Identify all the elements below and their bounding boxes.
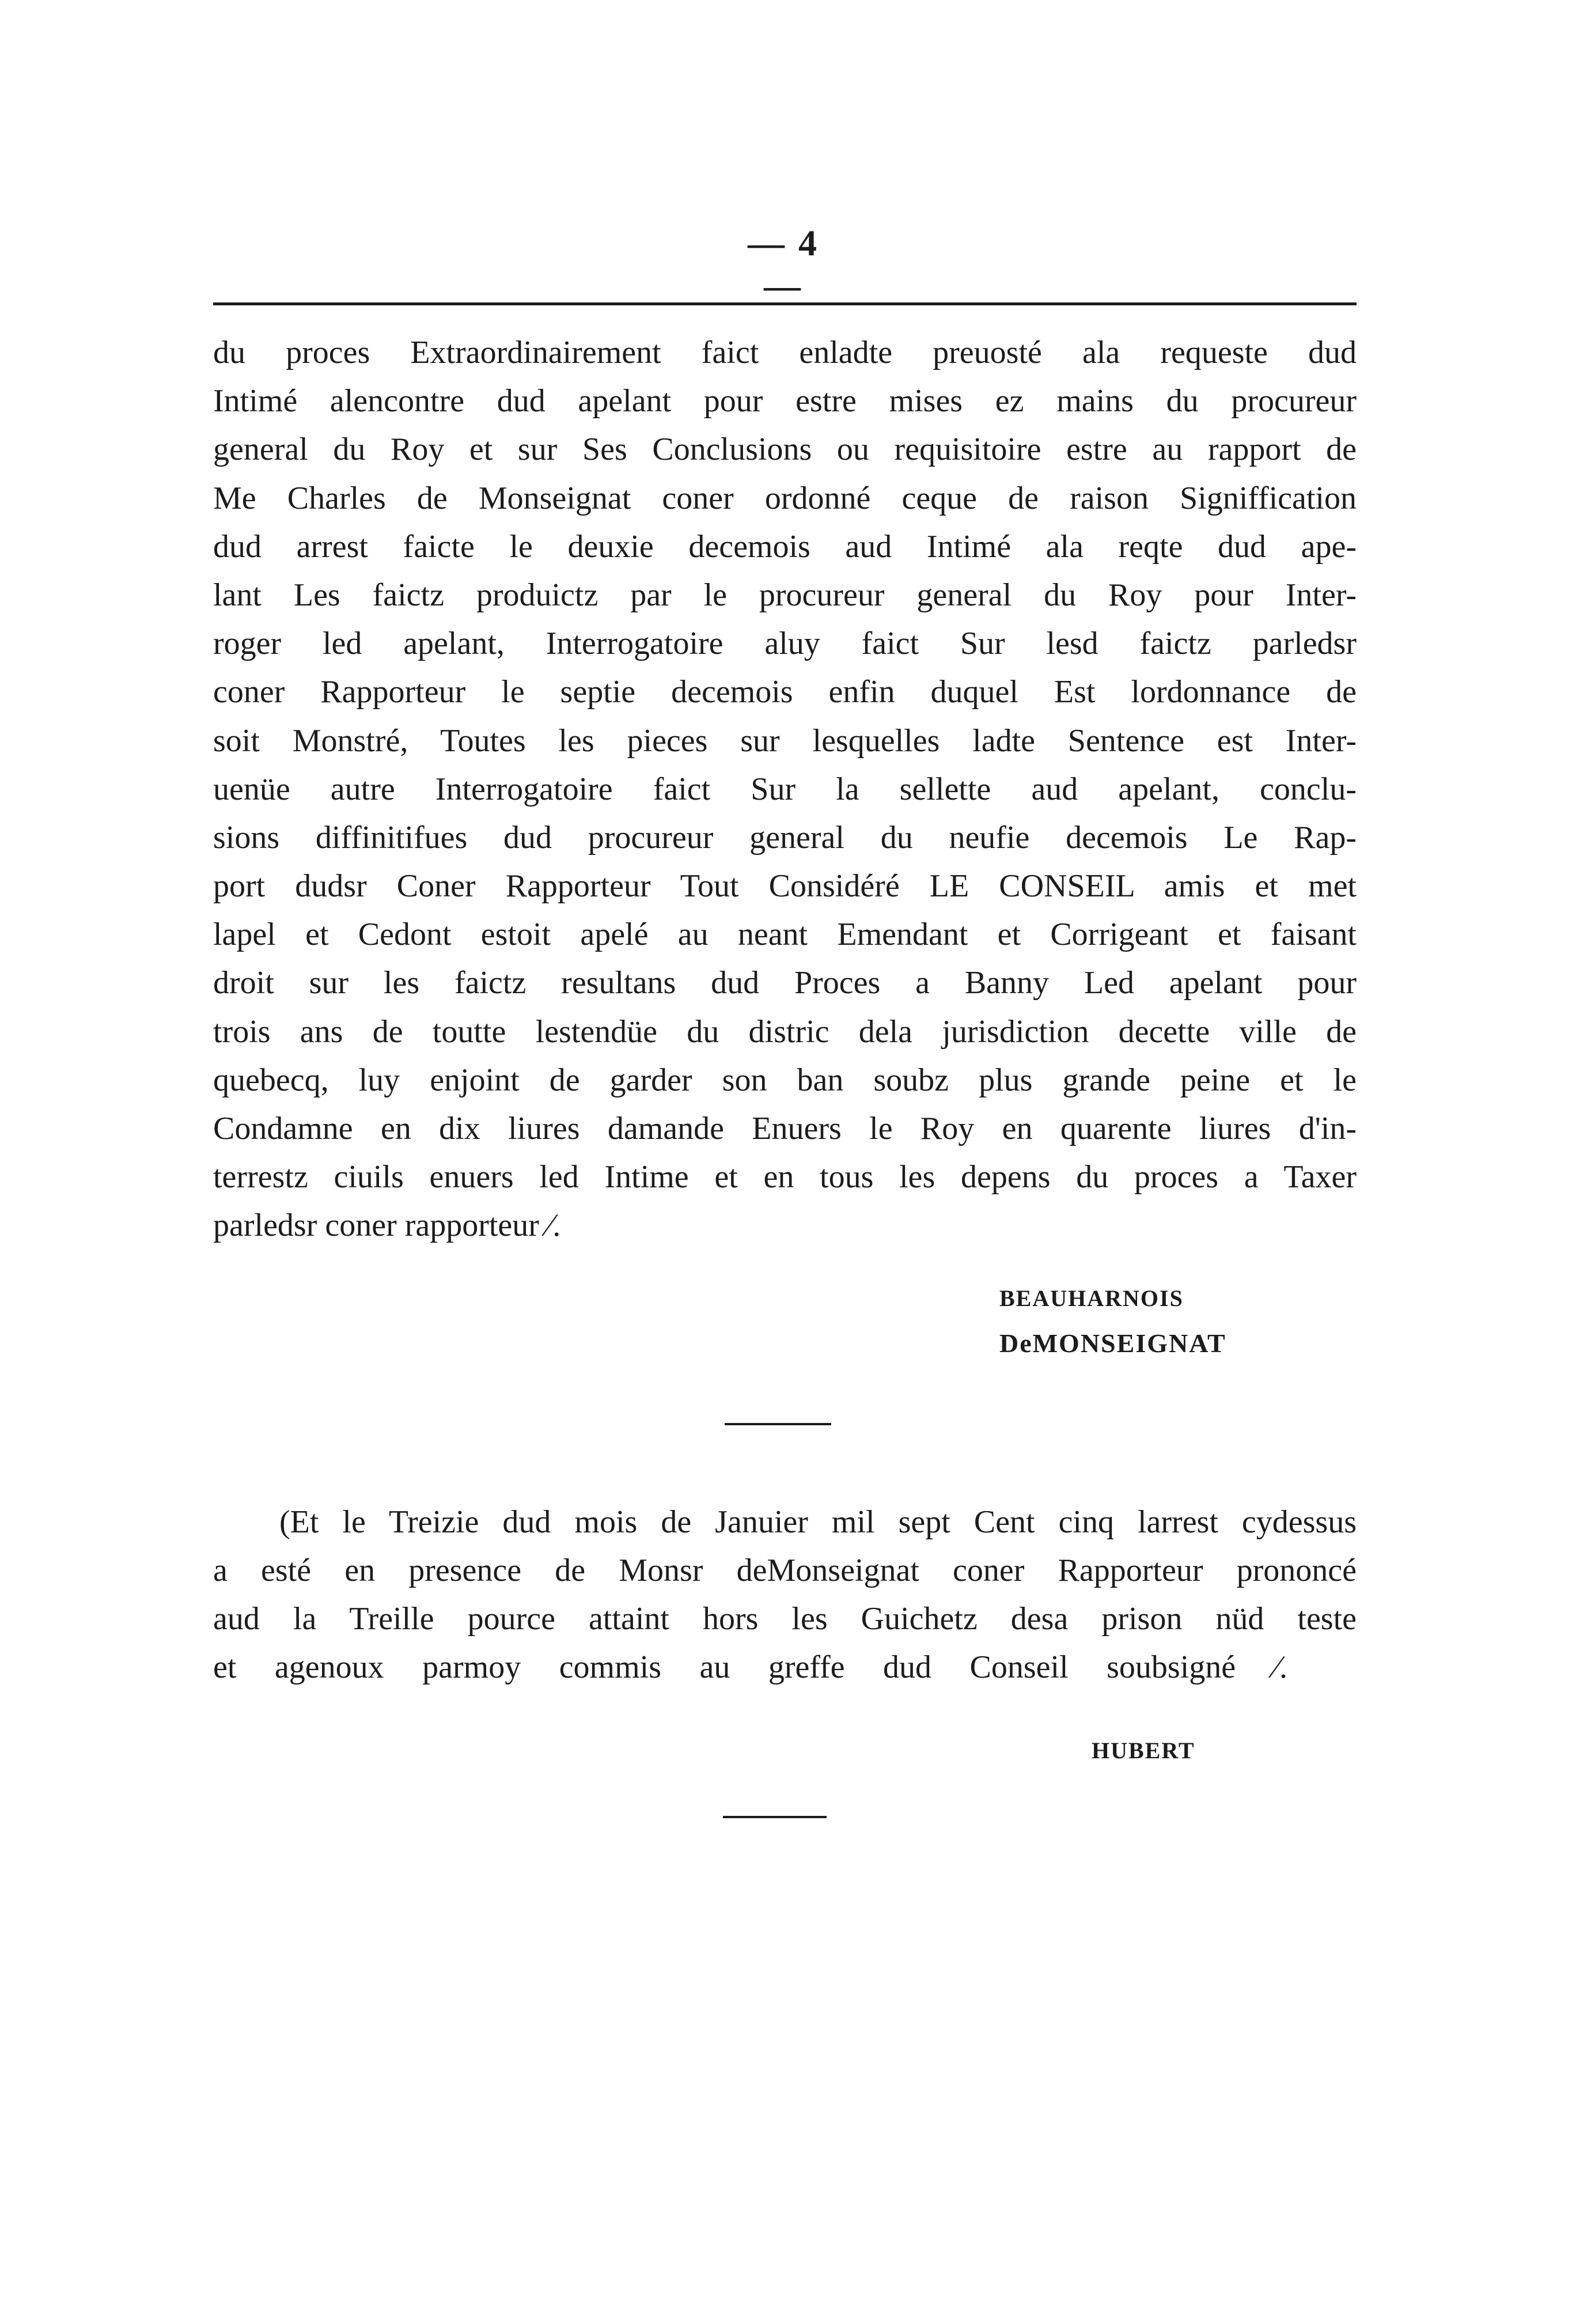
body-line: port dudsr Coner Rapporteur Tout Considéré LE CONSEIL amis et met — [213, 868, 1357, 904]
closing-line: aud la Treille pource attaint hors les Guichetz desa prison nüd teste — [213, 1601, 1357, 1637]
closing-line: a esté en presence de Monsr deMonseignat coner Rapporteur prononcé — [213, 1553, 1357, 1588]
body-line: droit sur les faictz resultans dud Proces a Banny Led apelant pour — [213, 965, 1357, 1001]
body-line: soit Monstré, Toutes les pieces sur lesquelles ladte Sentence est Inter- — [213, 722, 1357, 759]
body-line: dud arrest faicte le deuxie decemois aud Intimé ala reqte dud ape- — [213, 528, 1357, 565]
body-line: Condamne en dix liures damande Enuers le Roy en quarente liures d'in- — [213, 1111, 1357, 1146]
body-line: roger led apelant, Interrogatoire aluy faict Sur lesd faictz parledsr — [213, 626, 1357, 662]
body-line: lant Les faictz produictz par le procureur general du Roy pour Inter- — [213, 577, 1357, 613]
body-line: general du Roy et sur Ses Conclusions ou requisitoire estre au rapport de — [213, 432, 1357, 468]
body-line: Intimé alencontre dud apelant pour estre mises ez mains du procureur — [213, 383, 1357, 419]
page-number: — 4 — — [748, 222, 819, 306]
end-divider — [723, 1816, 827, 1818]
closing-paragraph — [213, 1498, 1357, 1691]
body-line: Me Charles de Monseignat coner ordonné ceque de raison Signiffication — [213, 480, 1357, 516]
body-line: trois ans de toutte lestendüe du distric dela jurisdiction decette ville de — [213, 1013, 1357, 1050]
body-line: parledsr coner rapporteur ⁄. — [213, 1208, 561, 1244]
section-divider — [725, 1423, 831, 1425]
body-line: sions diffinitifues dud procureur general du neufie decemois Le Rap- — [213, 819, 1357, 856]
closing-line: (Et le Treizie dud mois de Januier mil sept Cent cinq larrest cydessus — [279, 1504, 1357, 1540]
signature-hubert: HUBERT — [1092, 1738, 1195, 1763]
closing-line: et agenoux parmoy commis au greffe dud Conseil soubsigné ⁄. — [213, 1649, 1287, 1685]
signature-demonseignat: DeMONSEIGNAT — [999, 1328, 1226, 1358]
signature-beauharnois: BEAUHARNOIS — [999, 1285, 1184, 1311]
body-line: du proces Extraordinairement faict enladte preuosté ala requeste dud — [213, 335, 1357, 370]
body-line: quebecq, luy enjoint de garder son ban soubz plus grande peine et le — [213, 1062, 1357, 1098]
body-text — [213, 328, 1357, 1250]
body-line: uenüe autre Interrogatoire faict Sur la sellette aud apelant, conclu- — [213, 771, 1357, 807]
body-line: coner Rapporteur le septie decemois enfin duquel Est lordonnance de — [213, 674, 1357, 710]
body-line: terrestz ciuils enuers led Intime et en tous les depens du proces a Taxer — [213, 1159, 1357, 1195]
body-line: lapel et Cedont estoit apelé au neant Emendant et Corrigeant et faisant — [213, 917, 1357, 953]
header-rule — [213, 302, 1357, 305]
